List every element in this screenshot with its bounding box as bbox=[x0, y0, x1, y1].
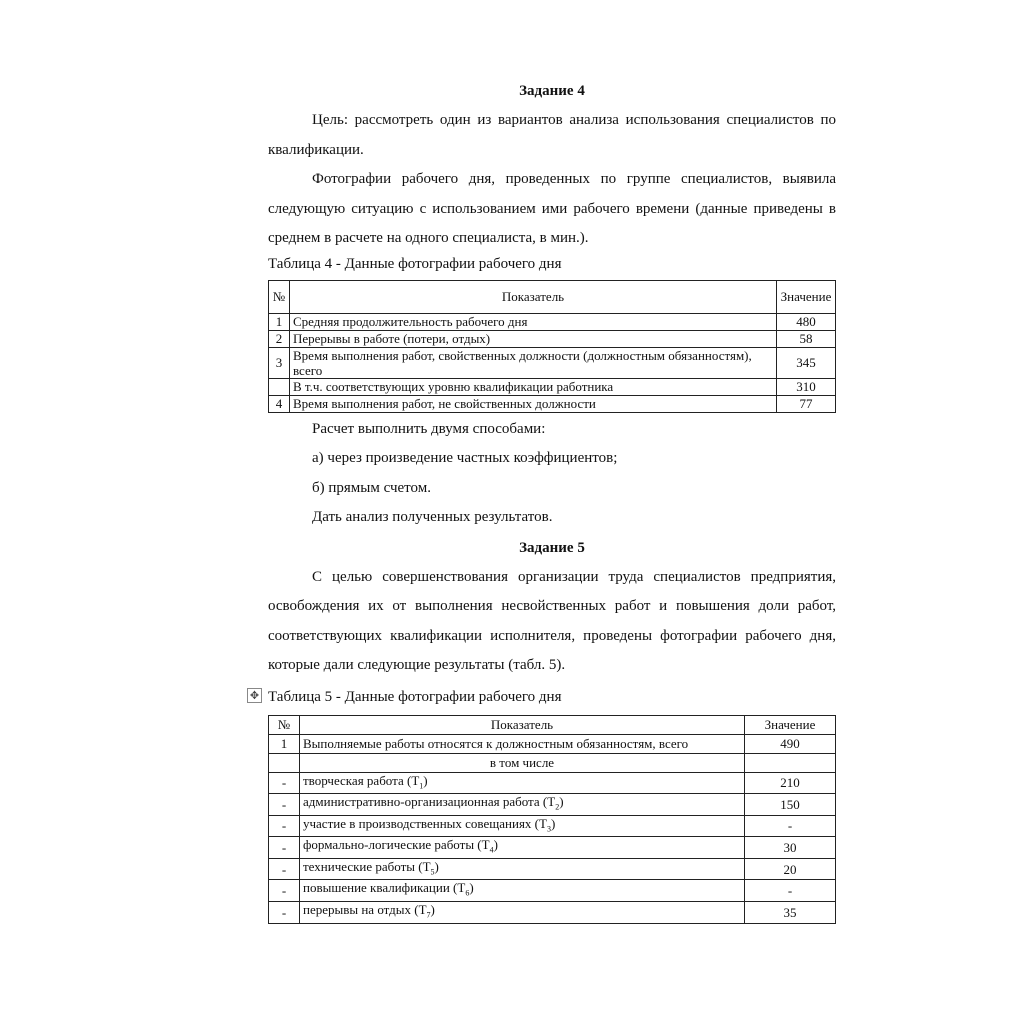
row-num bbox=[269, 378, 290, 395]
table-row bbox=[269, 902, 836, 924]
header-indicator: Показатель bbox=[300, 715, 745, 734]
row-num: - bbox=[269, 815, 300, 837]
row-value: 58 bbox=[777, 330, 836, 347]
task5-intro: С целью совершенствования организации труда специалистов предприятия, освобождения их от выполнения несвойственных работ и повышения доли работ, соответствующих квалификации исполнителя, проведены фотографии рабочего дня, которые дали следующие результаты (табл. 5). bbox=[268, 568, 836, 673]
table-row bbox=[269, 378, 836, 395]
row-num: - bbox=[269, 858, 300, 880]
task4-calc-intro: Расчет выполнить двумя способами: bbox=[312, 420, 546, 437]
row-label-text: творческая работа (Т bbox=[303, 772, 420, 788]
row-label-subscript: 3 bbox=[546, 824, 551, 834]
row-value: 35 bbox=[745, 902, 836, 924]
table-row bbox=[269, 330, 836, 347]
table-row bbox=[269, 794, 836, 816]
row-value: 480 bbox=[777, 313, 836, 330]
row-value: 20 bbox=[745, 858, 836, 880]
table-5 bbox=[268, 715, 836, 924]
row-num: 1 bbox=[269, 734, 300, 753]
row-label: Выполняемые работы относятся к должностным обязанностям, всего bbox=[300, 734, 745, 753]
table-row bbox=[269, 734, 836, 753]
row-label: Средняя продолжительность рабочего дня bbox=[290, 313, 777, 330]
row-label: повышение квалификации $(Т_6)$ bbox=[300, 880, 745, 902]
table-row bbox=[269, 880, 836, 902]
header-indicator: Показатель bbox=[290, 280, 777, 313]
task4-intro: Фотографии рабочего дня, проведенных по группе специалистов, выявила следующую ситуацию с использованием ими рабочего времени (данные приведены в среднем в расчете на одного специалиста, в мин.). bbox=[268, 171, 836, 246]
task4-analysis: Дать анализ полученных результатов. bbox=[312, 509, 553, 525]
task4-heading: Задание 4 bbox=[519, 83, 585, 99]
table-5-body bbox=[269, 772, 836, 923]
table-subheader-row bbox=[269, 753, 836, 772]
header-num: № bbox=[269, 715, 300, 734]
row-label-subscript: 1 bbox=[419, 781, 424, 791]
document-page bbox=[249, 80, 836, 924]
table-row bbox=[269, 815, 836, 837]
row-label-text: технические работы (Т bbox=[303, 858, 431, 874]
row-label-subscript: 6 bbox=[465, 889, 470, 899]
row-value: 30 bbox=[745, 837, 836, 859]
table-header-row bbox=[269, 715, 836, 734]
row-label: творческая работа $(Т_1)$ bbox=[300, 772, 745, 794]
row-label-text: формально-логические работы (Т bbox=[303, 837, 490, 853]
row-value: 490 bbox=[745, 734, 836, 753]
task5-heading: Задание 5 bbox=[519, 539, 585, 556]
task4-goal: Цель: рассмотреть один из вариантов анализа использования специалистов по квалификации. bbox=[268, 112, 836, 158]
row-label-text: административно-организационная работа (Т bbox=[303, 794, 556, 810]
row-value: 345 bbox=[777, 347, 836, 378]
move-handle-icon[interactable]: ✥ bbox=[247, 688, 262, 703]
row-value: 150 bbox=[745, 794, 836, 816]
header-num: № bbox=[269, 280, 290, 313]
row-num: 2 bbox=[269, 330, 290, 347]
table-4-body bbox=[269, 313, 836, 412]
row-num: 1 bbox=[269, 313, 290, 330]
row-label-text: перерывы на отдых (Т bbox=[303, 902, 427, 918]
table-row bbox=[269, 395, 836, 412]
row-label-subscript: 2 bbox=[555, 802, 560, 812]
table-4 bbox=[268, 280, 836, 413]
row-label-subscript: 7 bbox=[426, 910, 431, 920]
row-value: - bbox=[745, 880, 836, 902]
row-label: Время выполнения работ, не свойственных должности bbox=[290, 395, 777, 412]
table-row bbox=[269, 313, 836, 330]
row-value: - bbox=[745, 815, 836, 837]
table4-caption: Таблица 4 - Данные фотографии рабочего дня bbox=[268, 255, 562, 272]
row-num: - bbox=[269, 772, 300, 794]
row-label-subscript: 5 bbox=[430, 867, 435, 877]
row-value: 77 bbox=[777, 395, 836, 412]
table-row bbox=[269, 347, 836, 378]
table-row bbox=[269, 858, 836, 880]
row-num: - bbox=[269, 902, 300, 924]
row-label: В т.ч. соответствующих уровню квалификации работника bbox=[290, 378, 777, 395]
row-subheader: в том числе bbox=[300, 753, 745, 772]
row-value: 310 bbox=[777, 378, 836, 395]
row-label: участие в производственных совещаниях $(Т_3)$ bbox=[300, 815, 745, 837]
row-num: - bbox=[269, 880, 300, 902]
row-num: - bbox=[269, 837, 300, 859]
header-value: Значение bbox=[777, 280, 836, 313]
table-row bbox=[269, 772, 836, 794]
row-label: Время выполнения работ, свойственных должности (должностным обязанностям), всего bbox=[290, 347, 777, 378]
row-label: формально-логические работы $(Т_4)$ bbox=[300, 837, 745, 859]
row-num: 4 bbox=[269, 395, 290, 412]
row-label: Перерывы в работе (потери, отдых) bbox=[290, 330, 777, 347]
task4-method-a: а) через произведение частных коэффициентов; bbox=[312, 450, 618, 466]
task4-method-b: б) прямым счетом. bbox=[312, 479, 431, 496]
row-label: административно-организационная работа $(Т_2)$ bbox=[300, 794, 745, 816]
row-label-text: участие в производственных совещаниях (Т bbox=[303, 815, 547, 831]
row-label: перерывы на отдых $(Т_7)$ bbox=[300, 902, 745, 924]
row-num: - bbox=[269, 794, 300, 816]
table-header-row bbox=[269, 280, 836, 313]
table-row bbox=[269, 837, 836, 859]
row-value: 210 bbox=[745, 772, 836, 794]
header-value: Значение bbox=[745, 715, 836, 734]
row-label: технические работы $(Т_5)$ bbox=[300, 858, 745, 880]
row-label-subscript: 4 bbox=[489, 845, 494, 855]
row-label-text: повышение квалификации (Т bbox=[303, 880, 466, 896]
table5-caption: Таблица 5 - Данные фотографии рабочего дня bbox=[268, 688, 562, 705]
row-num: 3 bbox=[269, 347, 290, 378]
